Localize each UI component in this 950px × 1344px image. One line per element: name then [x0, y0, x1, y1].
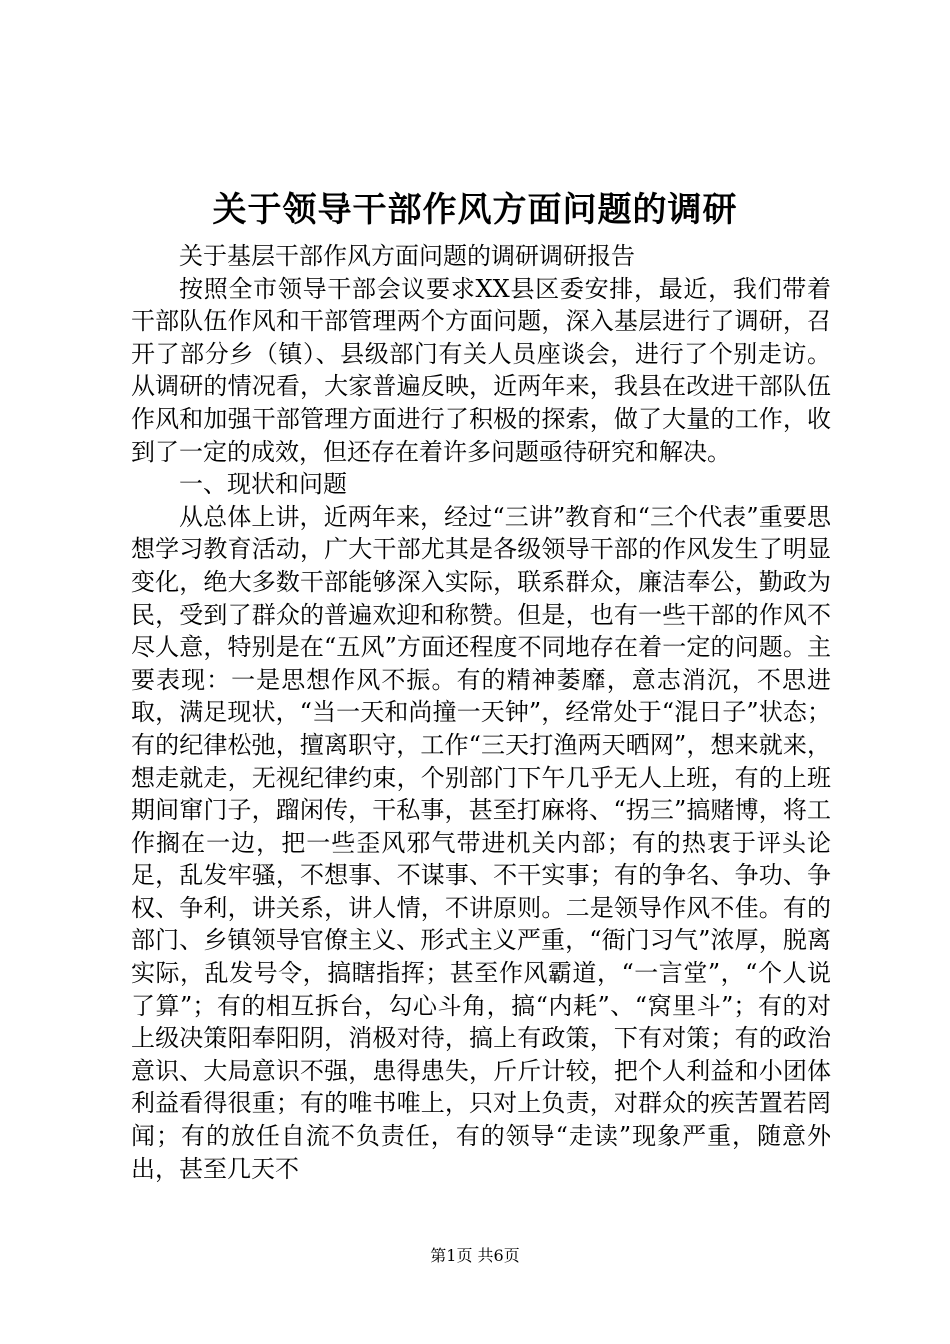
document-title: 关于领导干部作风方面问题的调研 [212, 190, 738, 230]
subtitle-paragraph: 关于基层干部作风方面问题的调研调研报告 [179, 242, 635, 270]
section-heading: 一、现状和问题 [179, 470, 347, 499]
intro-paragraph: 按照全市领导干部会议要求XX县区委安排，最近，我们带着干部队伍作风和干部管理两个方面问题，深入基层进行了调研，召开了部分乡（镇）、县级部门有关人员座谈会，进行了个别走访。从调研的情况看，大家普遍反映，近两年来，我县在改进干部队伍作风和加强干部管理方面进行了积极的探索，做了大量的工作，收到了一定的成效，但还存在着许多问题亟待研究和解决。 [131, 274, 831, 466]
document-body [131, 240, 831, 1185]
page-footer: 第1页 共6页 [430, 1246, 520, 1265]
body-paragraph: 从总体上讲，近两年来，经过“三讲”教育和“三个代表”重要思想学习教育活动，广大干部尤其是各级领导干部的作风发生了明显变化，绝大多数干部能够深入实际，联系群众，廉洁奉公，勤政为民，受到了群众的普遍欢迎和称赞。但是，也有一些干部的作风不尽人意，特别是在“五风”方面还程度不同地存在着一定的问题。主要表现：一是思想作风不振。有的精神萎靡，意志消沉，不思进取，满足现状，“当一天和尚撞一天钟”，经常处于“混日子”状态；有的纪律松弛，擅离职守，工作“三天打渔两天晒网”，想来就来，想走就走，无视纪律约束，个别部门下午几乎无人上班，有的上班期间窜门子，蹓闲传，干私事，甚至打麻将、“拐三”搞赌博，将工作搁在一边，把一些歪风邪气带进机关内部；有的热衷于评头论足，乱发牢骚，不想事、不谋事、不干实事；有的争名、争功、争权、争利，讲关系，讲人情，不讲原则。二是领导作风不佳。有的部门、乡镇领导官僚主义、形式主义严重，“衙门习气”浓厚，脱离实际，乱发号令，搞瞎指挥；甚至作风霸道，“一言堂”，“个人说了算”；有的相互拆台，勾心斗角，搞“内耗”、“窝里斗”；有的对上级决策阳奉阳阴，消极对待，搞上有政策，下有对策；有的政治意识、大局意识不强，患得患失，斤斤计较，把个人利益和小团体利益看得很重；有的唯书唯上，只对上负责，对群众的疾苦置若罔闻；有的放任自流不负责任，有的领导“走读”现象严重，随意外出，甚至几天不 [131, 502, 831, 1183]
